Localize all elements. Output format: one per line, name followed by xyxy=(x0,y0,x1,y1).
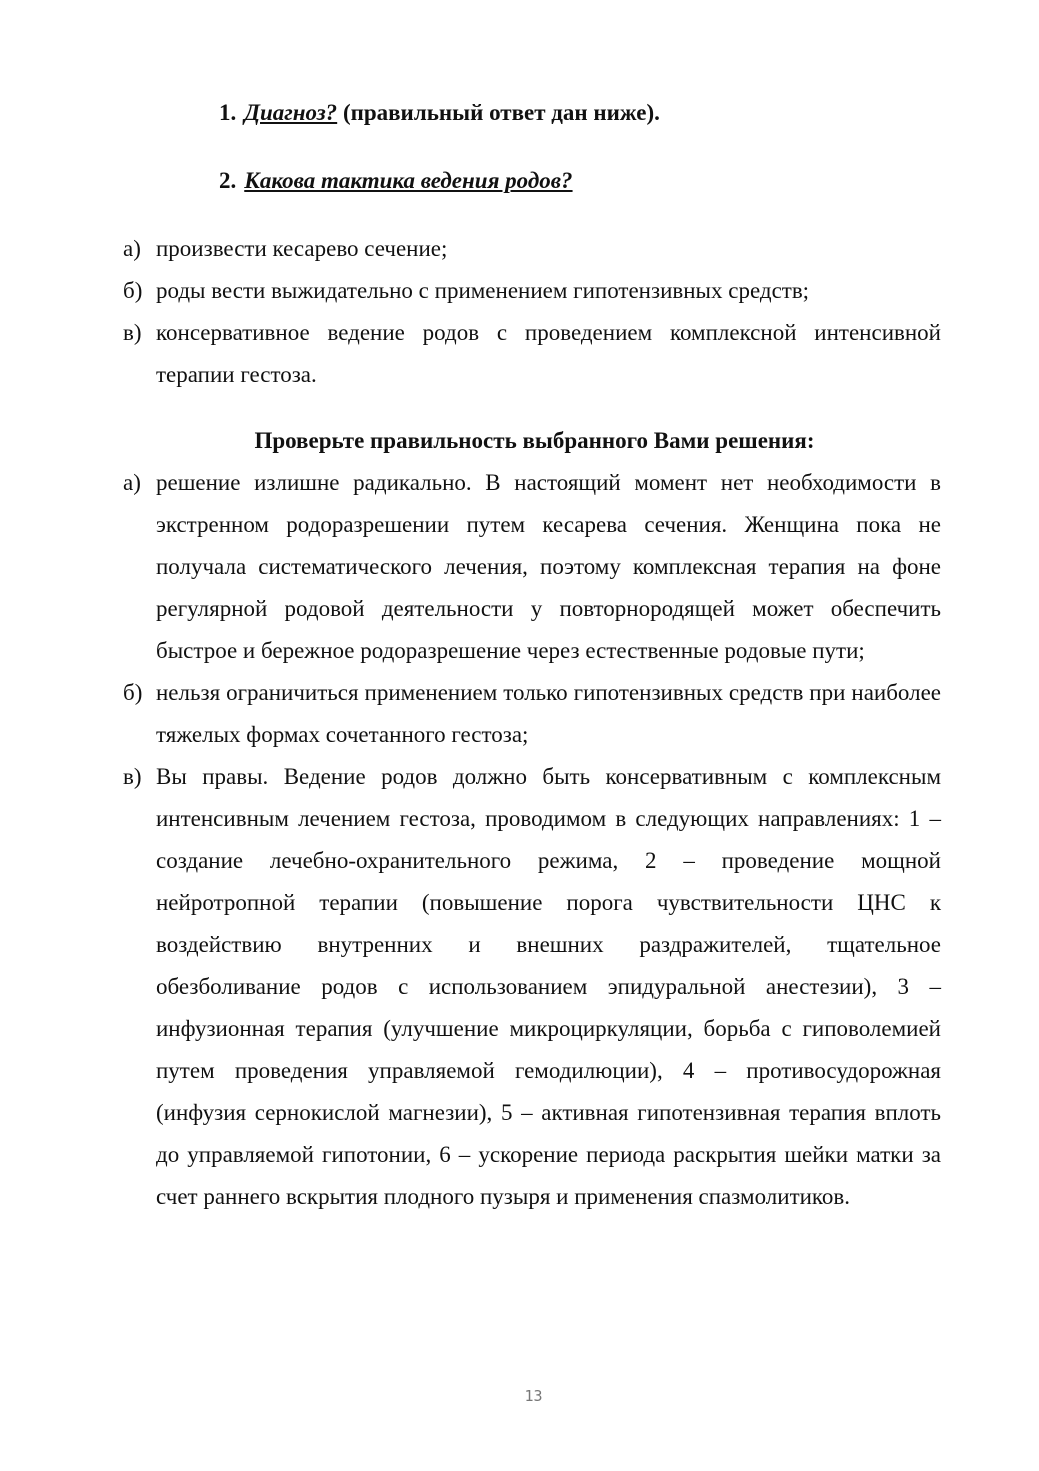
question-2-number: 2. xyxy=(219,168,237,193)
option-text: консервативное ведение родов с проведением комплексной интенсивной терапии гестоза. xyxy=(156,320,941,387)
question-1-note: (правильный ответ дан ниже). xyxy=(337,100,660,125)
answer-marker: б) xyxy=(123,680,143,705)
option-item-c xyxy=(123,312,941,396)
question-1-title: Диагноз? xyxy=(244,100,338,125)
option-text: произвести кесарево сечение; xyxy=(156,236,448,261)
answer-text: нельзя ограничиться применением только гипотензивных средств при наиболее тяжелых формах сочетанного гестоза; xyxy=(156,680,941,747)
answer-text: Вы правы. Ведение родов должно быть консервативным с комплексным интенсивным лечением гестоза, проводимом в следующих направлениях: 1 – создание лечебно-охранительного режима, 2 – проведение мощной нейротропной терапии (повышение порога чувствительности ЦНС к воздействию внутренних и внешних раздражителей, тщательное обезболивание родов с использованием эпидуральной анестезии), 3 – инфузионная терапия (улучшение микроциркуляции, борьба с гиповолемией путем проведения управляемой гемодилюции), 4 – противосудорожная (инфузия сернокислой магнезии), 5 – активная гипотензивная терапия вплоть до управляемой гипотонии, 6 – ускорение периода раскрытия шейки матки за счет раннего вскрытия плодного пузыря и применения спазмолитиков. xyxy=(156,764,941,1209)
answer-item-b xyxy=(123,672,941,756)
question-1-number: 1. xyxy=(219,100,237,125)
option-marker: в) xyxy=(123,320,142,345)
answer-item-c xyxy=(123,756,941,1218)
options-list xyxy=(123,228,941,396)
question-2-title: Какова тактика ведения родов? xyxy=(244,168,573,193)
page-number: 13 xyxy=(524,1387,543,1405)
option-marker: а) xyxy=(123,236,141,261)
check-heading: Проверьте правильность выбранного Вами решения: xyxy=(254,428,815,453)
answer-text: решение излишне радикально. В настоящий момент нет необходимости в экстренном родоразрешении путем кесарева сечения. Женщина пока не получала систематического лечения, поэтому комплексная терапия на фоне регулярной родовой деятельности у повторнородящей может обеспечить быстрое и бережное родоразрешение через естественные родовые пути; xyxy=(156,470,941,663)
answer-marker: в) xyxy=(123,764,142,789)
question-1 xyxy=(219,98,660,128)
option-marker: б) xyxy=(123,278,143,303)
option-item-b xyxy=(123,270,941,312)
question-2 xyxy=(219,166,573,196)
option-text: роды вести выжидательно с применением гипотензивных средств; xyxy=(156,278,810,303)
answer-item-a xyxy=(123,462,941,672)
answers-list xyxy=(123,462,941,1218)
answer-marker: а) xyxy=(123,470,141,495)
option-item-a xyxy=(123,228,941,270)
